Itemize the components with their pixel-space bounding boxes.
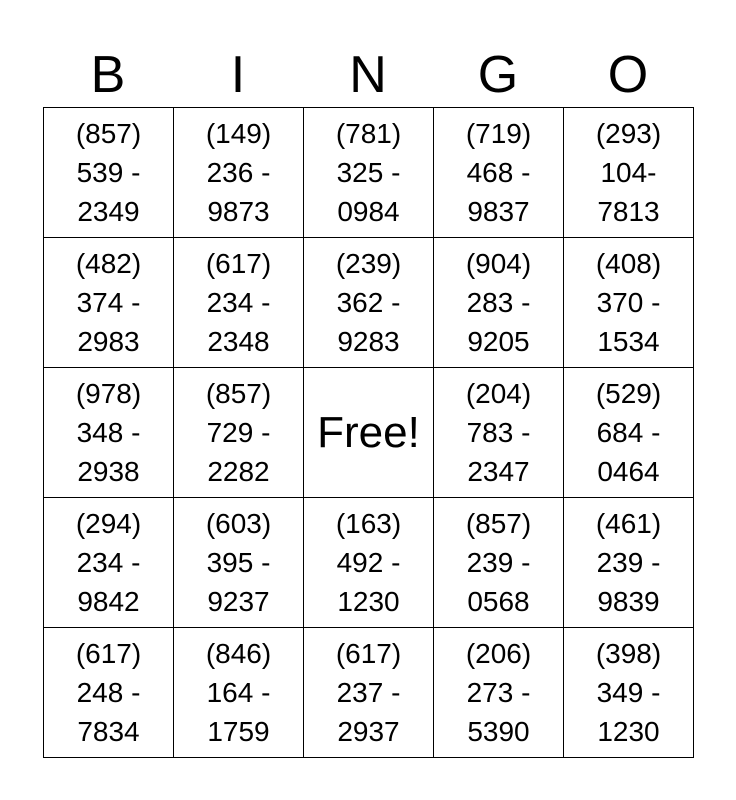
bingo-cell-r1-c4: (719) 468 - 9837 xyxy=(434,108,564,238)
bingo-cell-r1-c5: (293) 104- 7813 xyxy=(564,108,694,238)
bingo-cell-r4-c4: (857) 239 - 0568 xyxy=(434,498,564,628)
bingo-cell-r3-c4: (204) 783 - 2347 xyxy=(434,368,564,498)
header-letter-o: O xyxy=(607,46,649,104)
bingo-cell-r4-c1: (294) 234 - 9842 xyxy=(44,498,174,628)
free-space-cell: Free! xyxy=(304,368,434,498)
header-letter-b: B xyxy=(90,46,126,104)
bingo-cell-r2-c4: (904) 283 - 9205 xyxy=(434,238,564,368)
bingo-header xyxy=(43,44,693,106)
bingo-cell-r4-c5: (461) 239 - 9839 xyxy=(564,498,694,628)
bingo-board xyxy=(43,107,694,758)
bingo-cell-r2-c3: (239) 362 - 9283 xyxy=(304,238,434,368)
bingo-cell-r1-c2: (149) 236 - 9873 xyxy=(174,108,304,238)
bingo-cell-r5-c3: (617) 237 - 2937 xyxy=(304,628,434,758)
bingo-cell-r3-c2: (857) 729 - 2282 xyxy=(174,368,304,498)
bingo-cell-r1-c1: (857) 539 - 2349 xyxy=(44,108,174,238)
bingo-cell-r5-c2: (846) 164 - 1759 xyxy=(174,628,304,758)
bingo-cell-r5-c4: (206) 273 - 5390 xyxy=(434,628,564,758)
bingo-cell-r4-c3: (163) 492 - 1230 xyxy=(304,498,434,628)
header-letter-i: I xyxy=(230,46,246,104)
bingo-cell-r5-c1: (617) 248 - 7834 xyxy=(44,628,174,758)
bingo-cell-r4-c2: (603) 395 - 9237 xyxy=(174,498,304,628)
bingo-cell-r2-c2: (617) 234 - 2348 xyxy=(174,238,304,368)
header-letter-n: N xyxy=(349,46,387,104)
bingo-cell-r3-c5: (529) 684 - 0464 xyxy=(564,368,694,498)
bingo-cell-r2-c1: (482) 374 - 2983 xyxy=(44,238,174,368)
bingo-cell-r2-c5: (408) 370 - 1534 xyxy=(564,238,694,368)
header-letter-g: G xyxy=(477,46,519,104)
bingo-cell-r5-c5: (398) 349 - 1230 xyxy=(564,628,694,758)
bingo-cell-r3-c1: (978) 348 - 2938 xyxy=(44,368,174,498)
bingo-cell-r1-c3: (781) 325 - 0984 xyxy=(304,108,434,238)
